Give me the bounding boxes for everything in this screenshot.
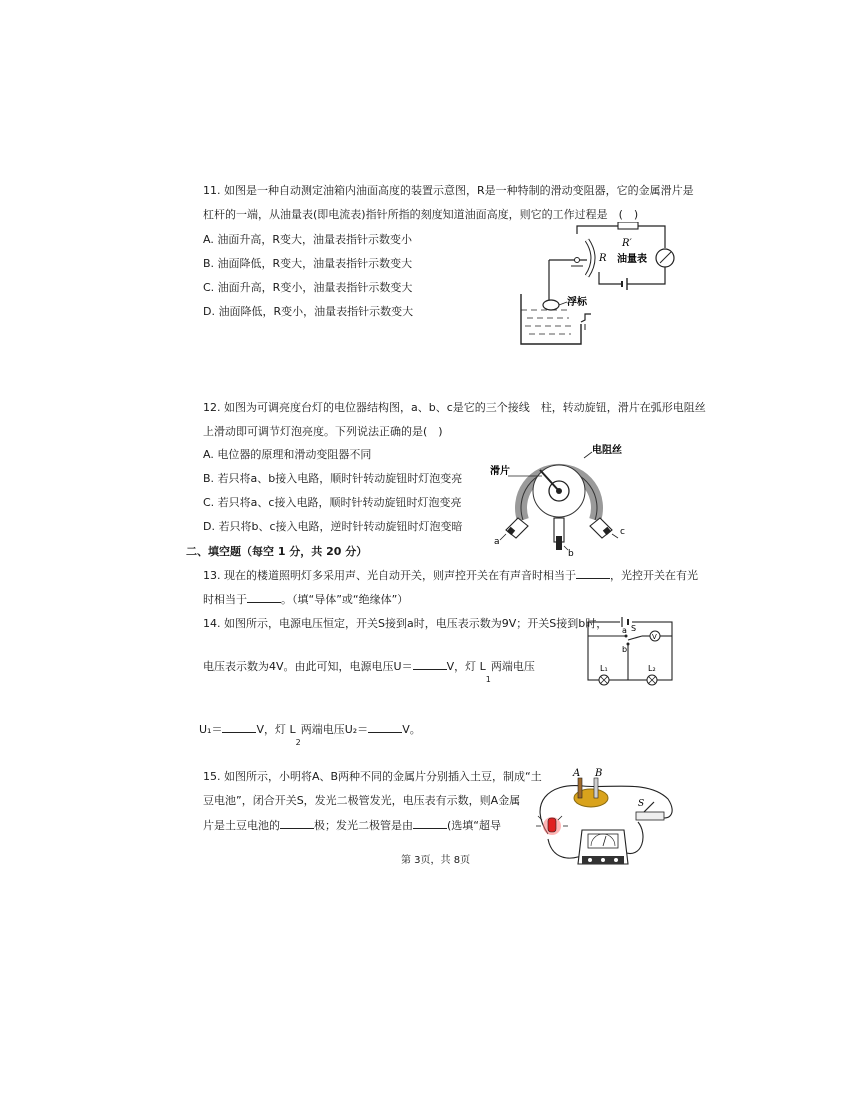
- q13-text-1: 13. 现在的楼道照明灯多采用声、光自动开关，则声控开关在有声音时相当于: [203, 569, 576, 582]
- q15-text-1: 片是土豆电池的: [203, 819, 280, 832]
- resistor-r-prime: [618, 222, 638, 229]
- q15-blank-1[interactable]: [280, 818, 314, 829]
- q12-option-d: D. 若只将b、c接入电路，逆时针转动旋钮时灯泡变暗: [203, 520, 463, 533]
- q13-text-2: ，光控开关在有光: [610, 569, 698, 582]
- q14-blank-u[interactable]: [413, 659, 447, 670]
- q11-stem-line2: 杠杆的一端，从油量表(即电流表)指针所指的刻度知道油面高度，则它的工作过程是 ( ): [203, 208, 639, 221]
- q11-option-a: A. 油面升高，R变大，油量表指针示数变小: [203, 233, 412, 246]
- q15-text-2: 极；发光二极管是由: [314, 819, 413, 832]
- q15-line2: 豆电池”，闭合开关S，发光二极管发光，电压表有示数，则A金属: [203, 794, 521, 807]
- q14-text-1: 电压表示数为4V。由此可知，电源电压U＝: [203, 660, 413, 673]
- q14-text-7: V。: [402, 723, 421, 736]
- q14-text-4: U₁＝: [199, 723, 223, 736]
- q14-blank-u2[interactable]: [368, 722, 402, 733]
- q14-sub-1: 1: [485, 675, 491, 684]
- q13-line1: [203, 568, 698, 583]
- q13-text-3: 时相当于: [203, 593, 247, 606]
- q12-stem-line1: 12. 如图为可调亮度台灯的电位器结构图，a、b、c是它的三个接线 柱，转动旋钮，滑片在弧形电阻丝: [203, 401, 706, 414]
- label-switch-s: S: [638, 799, 645, 809]
- q14-line1: 14. 如图所示，电源电压恒定，开关S接到a时，电压表示数为9V；开关S接到b时，: [203, 617, 608, 630]
- label-terminal-b: b: [568, 549, 574, 559]
- section-title: 二、填空题（每空 1 分，共 20 分）: [186, 545, 368, 558]
- q14-line3: [199, 722, 421, 747]
- q14-sub-2: 2: [295, 738, 301, 747]
- potentiometer-figure: [488, 440, 638, 562]
- q12-option-b: B. 若只将a、b接入电路，顺时针转动旋钮时灯泡变亮: [203, 472, 463, 485]
- label-r: R: [599, 253, 607, 264]
- q14-text-6: 两端电压U₂＝: [300, 723, 369, 736]
- q12-option-c: C. 若只将a、c接入电路，顺时针转动旋钮时灯泡变亮: [203, 496, 462, 509]
- q11-stem-line1: 11. 如图是一种自动测定油箱内油面高度的装置示意图，R是一种特制的滑动变阻器，它的金属滑片是: [203, 184, 694, 197]
- label-terminal-a: a: [494, 537, 500, 547]
- label-metal-b: B: [595, 768, 603, 779]
- q13-line2: [203, 592, 408, 607]
- q13-blank-1[interactable]: [576, 568, 610, 579]
- switch-icon: [636, 812, 664, 820]
- label-oil-meter: 油量表: [617, 254, 647, 265]
- oil-gauge-figure: [515, 222, 675, 350]
- q12-option-a: A. 电位器的原理和滑动变阻器不同: [203, 448, 372, 461]
- label-resistance-wire: 电阻丝: [592, 445, 622, 456]
- label-terminal-c: c: [620, 527, 625, 537]
- q15-line1: 15. 如图所示，小明将A、B两种不同的金属片分别插入土豆，制成“土: [203, 770, 542, 783]
- q14-text-2: V，灯 L: [446, 660, 486, 673]
- label-q14-a: a: [622, 626, 627, 635]
- q15-line3: [203, 818, 501, 833]
- label-voltmeter: V: [652, 633, 657, 641]
- label-slider: 滑片: [490, 466, 510, 477]
- led-icon: [548, 818, 556, 832]
- label-l2: L₂: [648, 664, 656, 673]
- float-icon: [543, 300, 559, 310]
- q11-option-c: C. 油面升高，R变小，油量表指针示数变大: [203, 281, 413, 294]
- label-float: 浮标: [567, 297, 587, 308]
- q14-blank-u1[interactable]: [222, 722, 256, 733]
- label-l1: L₁: [600, 664, 608, 673]
- q15-blank-2[interactable]: [413, 818, 447, 829]
- label-q14-s: S: [631, 624, 637, 633]
- q14-text-3: 两端电压: [490, 660, 535, 673]
- q12-stem-line2: 上滑动即可调节灯泡亮度。下列说法正确的是( ): [203, 425, 443, 438]
- label-r-prime: R′: [622, 238, 632, 249]
- q14-line2: [203, 659, 535, 684]
- q13-blank-2[interactable]: [247, 592, 281, 603]
- page-number: 第 3页，共 8页: [401, 855, 471, 866]
- potato-battery-figure: [528, 764, 678, 876]
- q11-option-b: B. 油面降低，R变大，油量表指针示数变大: [203, 257, 413, 270]
- q14-text-5: V，灯 L: [256, 723, 296, 736]
- label-q14-b: b: [622, 645, 628, 654]
- q14-circuit-figure: [582, 612, 676, 686]
- q11-option-d: D. 油面降低，R变小，油量表指针示数变大: [203, 305, 414, 318]
- label-metal-a: A: [573, 768, 581, 779]
- q13-text-4: 。（填“导体”或“绝缘体”）: [281, 593, 409, 606]
- q15-text-3: (选填“超导: [447, 819, 501, 832]
